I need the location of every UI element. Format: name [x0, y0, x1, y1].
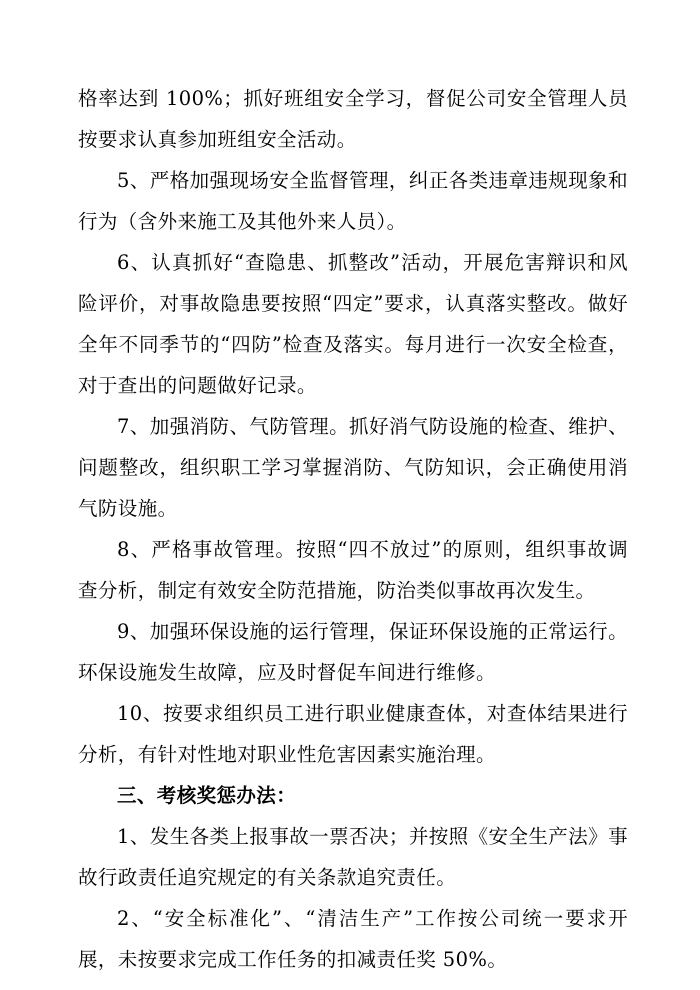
section-heading-three: 三、考核奖惩办法： — [117, 784, 297, 807]
document-body — [78, 78, 628, 980]
paragraph-section-three-item-1: 1、发生各类上报事故一票否决；并按照《安全生产法》事故行政责任追究规定的有关条款追究责任。 — [78, 825, 628, 889]
paragraph-section-three-item-2: 2、“安全标准化”、“清洁生产”工作按公司统一要求开展，未按要求完成工作任务的扣减责任奖 50%。 — [78, 907, 628, 971]
paragraph-item-5: 5、严格加强现场安全监督管理，纠正各类违章违规现象和行为（含外来施工及其他外来人员）。 — [78, 169, 628, 233]
paragraph-continued-top: 格率达到 100%；抓好班组安全学习，督促公司安全管理人员按要求认真参加班组安全活动。 — [78, 87, 628, 151]
paragraph-item-8: 8、严格事故管理。按照“四不放过”的原则，组织事故调查分析，制定有效安全防范措施，防治类似事故再次发生。 — [78, 538, 628, 602]
paragraph-item-7: 7、加强消防、气防管理。抓好消气防设施的检查、维护、问题整改，组织职工学习掌握消防、气防知识，会正确使用消气防设施。 — [78, 415, 628, 520]
paragraph-item-6: 6、认真抓好“查隐患、抓整改”活动，开展危害辩识和风险评价，对事故隐患要按照“四定”要求，认真落实整改。做好全年不同季节的“四防”检查及落实。每月进行一次安全检查，对于查出的问题做好记录。 — [78, 251, 628, 397]
paragraph-item-9: 9、加强环保设施的运行管理，保证环保设施的正常运行。环保设施发生故障，应及时督促车间进行维修。 — [78, 620, 628, 684]
paragraph-item-10: 10、按要求组织员工进行职业健康查体，对查体结果进行分析，有针对性地对职业性危害因素实施治理。 — [78, 702, 628, 766]
